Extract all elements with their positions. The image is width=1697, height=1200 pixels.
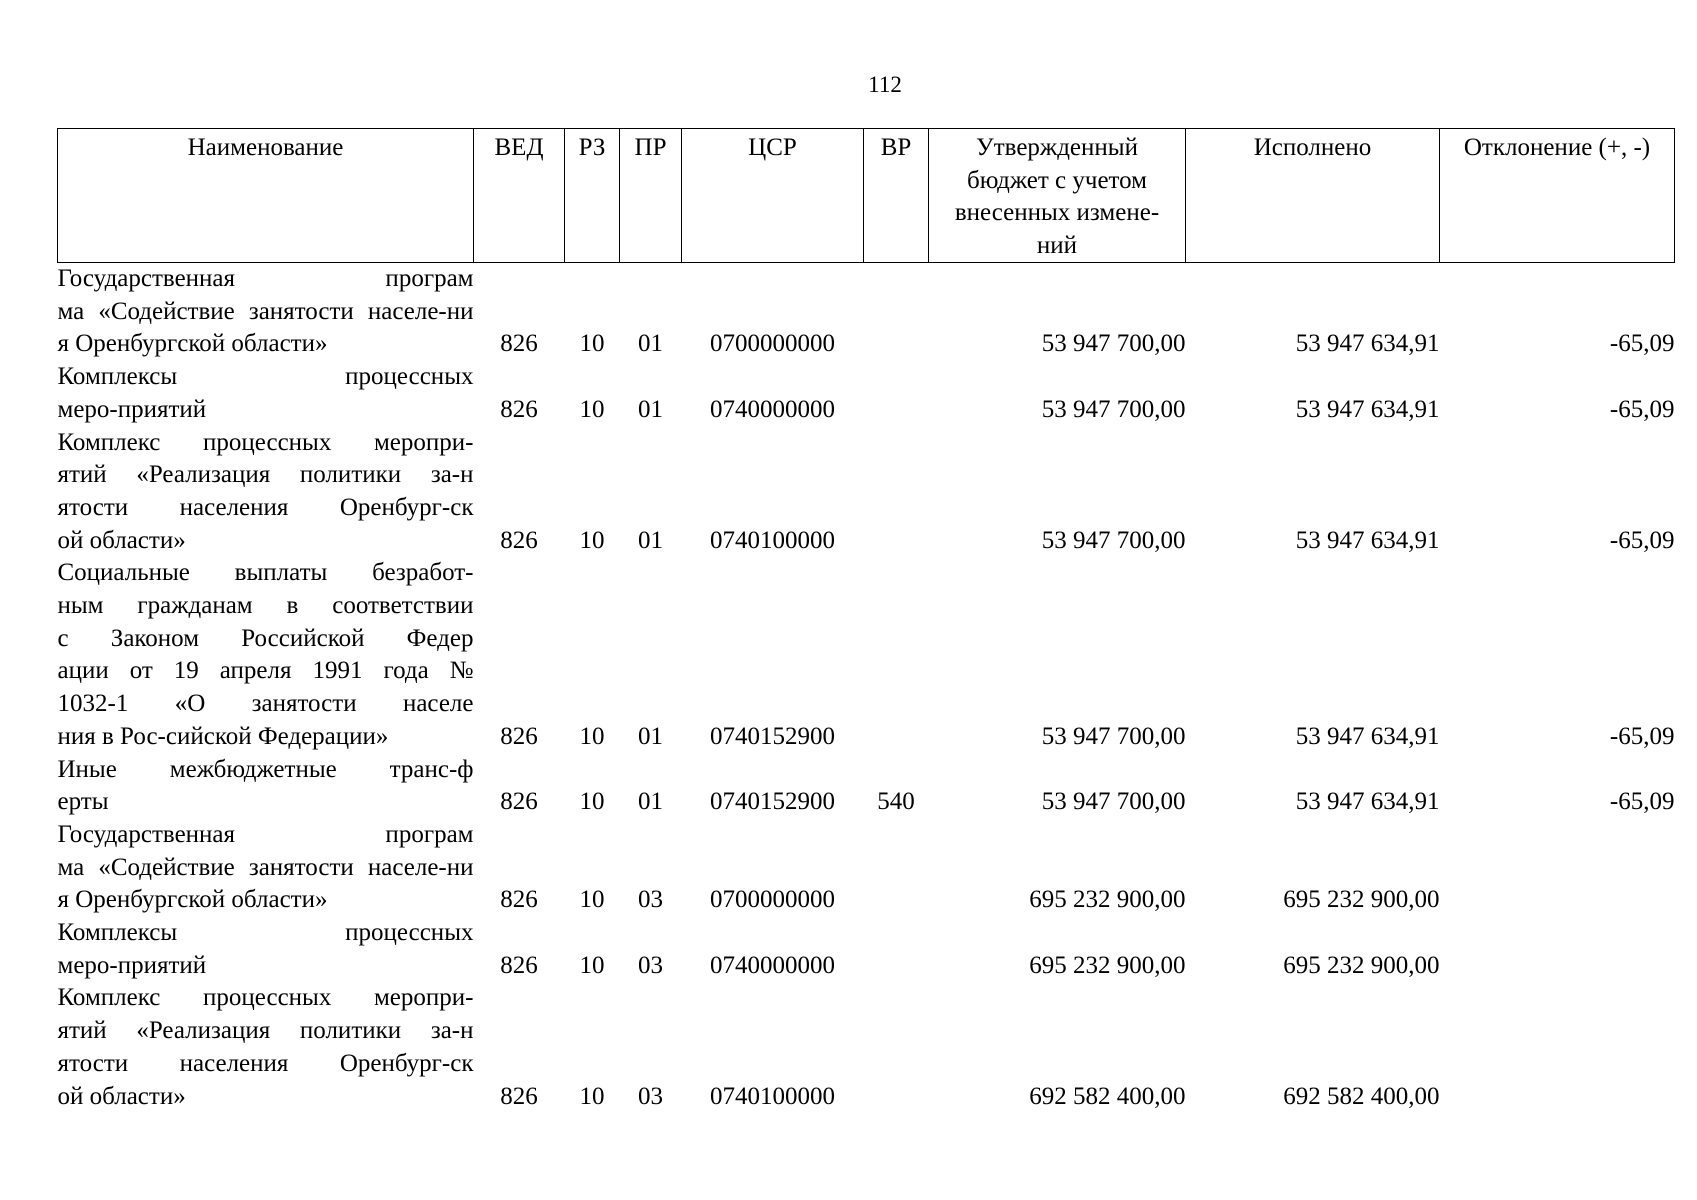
header-csr: ЦСР (682, 129, 864, 263)
row-approved: 53 947 700,00 (1041, 526, 1186, 554)
row-rz: 10 (579, 526, 605, 554)
row-csr: 0740000000 (710, 951, 835, 979)
row-csr: 0740100000 (710, 1082, 835, 1110)
row-executed: 695 232 900,00 (1283, 886, 1440, 914)
row-deviation: -65,09 (1609, 788, 1675, 816)
row-csr: 0740000000 (710, 395, 835, 423)
row-ved: 826 (500, 722, 538, 750)
row-pr: 03 (638, 886, 663, 914)
row-rz: 10 (579, 788, 605, 816)
row-vr (864, 263, 929, 362)
row-rz: 10 (579, 722, 605, 750)
row-deviation: -65,09 (1609, 526, 1675, 554)
table-row (58, 819, 1675, 917)
row-name: Государственная програм ма «Содействие занятости населе-ни я Оренбургской области» (57, 265, 474, 358)
row-approved: 53 947 700,00 (1041, 330, 1186, 358)
table-row (58, 263, 1675, 362)
row-executed: 53 947 634,91 (1295, 722, 1440, 750)
row-approved: 53 947 700,00 (1041, 722, 1186, 750)
header-ved: ВЕД (474, 129, 565, 263)
table-row (58, 754, 1675, 819)
row-vr (864, 982, 929, 1113)
row-pr: 03 (638, 951, 663, 979)
row-executed: 53 947 634,91 (1295, 788, 1440, 816)
row-pr: 01 (638, 788, 663, 816)
row-pr: 01 (638, 722, 663, 750)
table-header-row (58, 129, 1675, 263)
row-vr (864, 361, 929, 426)
row-csr: 0700000000 (710, 886, 835, 914)
row-name: Социальные выплаты безработ- ным гражданам в соответствии с Законом Российской Федер ации от 19 апреля 1991 года № 1032-1 «О занятости населе ния в Рос-сийской Федерации» (57, 559, 474, 750)
header-executed: Исполнено (1186, 129, 1440, 263)
header-deviation: Отклонение (+, -) (1440, 129, 1675, 263)
row-ved: 826 (500, 951, 538, 979)
row-ved: 826 (500, 1082, 538, 1110)
row-ved: 826 (500, 526, 538, 554)
row-csr: 0740152900 (710, 788, 835, 816)
row-name: Комплекс процессных меропри- ятий «Реализация политики за-н ятости населения Оренбург-ск ой области» (57, 984, 474, 1110)
row-csr: 0740100000 (710, 526, 835, 554)
row-vr (864, 427, 929, 558)
row-ved: 826 (500, 330, 538, 358)
row-rz: 10 (579, 1082, 605, 1110)
row-name: Комплексы процессных меро-приятий (57, 919, 474, 979)
row-name: Комплекс процессных меропри- ятий «Реализация политики за-н ятости населения Оренбург-ск ой области» (57, 428, 474, 554)
row-approved: 53 947 700,00 (1041, 788, 1186, 816)
row-pr: 03 (638, 1082, 663, 1110)
row-pr: 01 (638, 395, 663, 423)
row-executed: 695 232 900,00 (1283, 951, 1440, 979)
row-vr: 540 (877, 788, 915, 816)
row-rz: 10 (579, 951, 605, 979)
header-name: Наименование (58, 129, 474, 263)
row-deviation: -65,09 (1609, 330, 1675, 358)
row-deviation: -65,09 (1609, 395, 1675, 423)
header-approved: Утвержденный бюджет с учетом внесенных измене-ний (929, 129, 1186, 263)
header-rz: РЗ (565, 129, 620, 263)
row-vr (864, 917, 929, 982)
row-deviation (1440, 819, 1675, 917)
table-row (58, 427, 1675, 558)
table-row (58, 917, 1675, 982)
header-vr: ВР (864, 129, 929, 263)
row-vr (864, 819, 929, 917)
budget-table (57, 128, 1675, 1113)
row-vr (864, 557, 929, 753)
row-deviation: -65,09 (1609, 722, 1675, 750)
row-name: Иные межбюджетные транс-ф ерты (57, 755, 474, 816)
row-pr: 01 (638, 330, 663, 358)
row-approved: 695 232 900,00 (1029, 951, 1186, 979)
row-approved: 53 947 700,00 (1041, 395, 1186, 423)
row-name: Комплексы процессных меро-приятий (57, 363, 474, 423)
row-rz: 10 (579, 886, 605, 914)
row-rz: 10 (579, 395, 605, 423)
row-executed: 53 947 634,91 (1295, 395, 1440, 423)
header-pr: ПР (620, 129, 682, 263)
row-rz: 10 (579, 330, 605, 358)
row-ved: 826 (500, 886, 538, 914)
row-pr: 01 (638, 526, 663, 554)
row-ved: 826 (500, 788, 538, 816)
row-deviation (1440, 917, 1675, 982)
table-row (58, 557, 1675, 753)
row-executed: 53 947 634,91 (1295, 526, 1440, 554)
row-executed: 692 582 400,00 (1283, 1082, 1440, 1110)
table-row (58, 982, 1675, 1113)
row-csr: 0700000000 (710, 330, 835, 358)
page-number: 112 (868, 72, 902, 97)
row-name: Государственная програм ма «Содействие занятости населе-ни я Оренбургской области» (57, 820, 474, 914)
row-approved: 692 582 400,00 (1029, 1082, 1186, 1110)
table-row (58, 361, 1675, 426)
row-deviation (1440, 982, 1675, 1113)
row-csr: 0740152900 (710, 722, 835, 750)
row-approved: 695 232 900,00 (1029, 886, 1186, 914)
row-executed: 53 947 634,91 (1295, 330, 1440, 358)
row-ved: 826 (500, 395, 538, 423)
